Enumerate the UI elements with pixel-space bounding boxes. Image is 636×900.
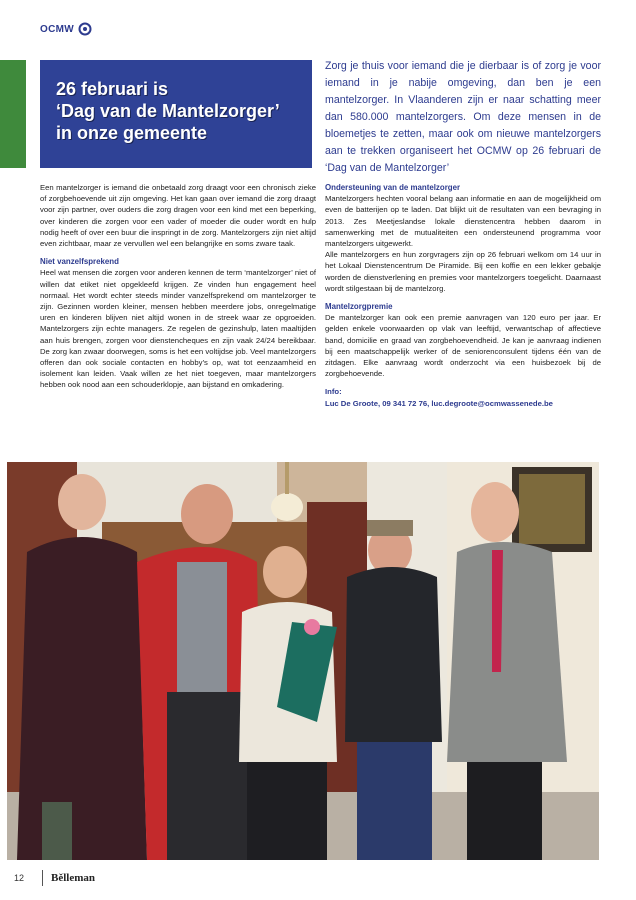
title-box	[40, 60, 312, 168]
ocmw-label: OCMW	[40, 23, 74, 35]
body-paragraph: Heel wat mensen die zorgen voor anderen kennen de term ‘mantelzorger’ niet of willen dat etiket niet opgekleefd krijgen. Ze vinden hun engagement heel normaal. Het wordt echter steeds minder vanzelfsprekend om mantelzorger te zijn. Gezinnen worden kleiner, mensen hebben meerdere jobs, onregelmatige uren en kinderen blijven niet altijd wonen in de streek waar ze opgroeiden. Mantelzorgers zijn echte managers. Ze regelen de gezinshulp, laten maaltijden aan huis brengen, zorgen voor dienstencheques en zijn vaak 24/24 bereikbaar. De zorg kan zwaar doorwegen, soms is het een voltijdse job. Veel mantelzorgers offeren dan ook sociale contacten en hobby’s op, wat tot eenzaamheid en isolement kan leiden. Vaak willen ze het niet toegeven, maar mantelzorgers hebben ook nood aan een schouderklopje, aan bijstand en omkadering.	[40, 268, 316, 390]
magazine-name: Bělleman	[51, 872, 96, 884]
ocmw-header	[40, 22, 92, 36]
info-contact: Luc De Groote, 09 341 72 76, luc.degroote@ocmwassenede.be	[325, 398, 553, 408]
body-paragraph: Een mantelzorger is iemand die onbetaald zorg draagt voor een chronisch zieke of zorgbehoevende uit zijn omgeving. Het kan gaan over iemand die zorg draagt voor zijn partner, over ouders die zorg dragen voor een kind met een beperking, over kinderen die zorgen voor een vader of moeder die ouder wordt en hulp nodig heeft of over een buur die inspringt in de zorg. Mantelzorgers zijn niet altijd even zichtbaar, maar ze vervullen wel een belangrijke en soms zware taak.	[40, 183, 316, 249]
page-number: 12	[14, 873, 25, 883]
info-label: Info:	[325, 387, 342, 397]
section-heading: Ondersteuning van de mantelzorger	[325, 183, 461, 192]
body-paragraph: Mantelzorgers hechten vooral belang aan informatie en aan de mogelijkheid om even de batterijen op te laden. Dat blijkt uit de resultaten van een bevraging in 2013. Zes Meetjeslandse lokale dienstencentra hebben daarom in samenwerking met de mutualiteiten een ondersteunend programma voor mantelzorgers uitgewerkt.	[325, 194, 601, 249]
right-column	[325, 182, 601, 409]
body-paragraph: Alle mantelzorgers en hun zorgvragers zijn op 26 februari welkom om 14 uur in het Lokaal Dienstencentrum De Piramide. Bij een koffie en een lekker gebakje worden de dienstverlening en premies voor mantelzorgers toegelicht. Daarnaast wordt stilgestaan bij de mantelzorg.	[325, 250, 601, 293]
intro-paragraph: Zorg je thuis voor iemand die je dierbaar is of zorg je voor iemand in je nabije omgeving, dan ben je een mantelzorger. In Vlaanderen zijn er naar schatting meer dan 580.000 mantelzorgers. Om deze mensen in de bloemetjes te zetten, maar ook om nieuwe mantelzorgers aan te trekken organiseert het OCMW op 26 februari de ‘Dag van de Mantelzorger’	[325, 60, 601, 174]
footer-divider	[42, 870, 43, 886]
section-heading: Mantelzorgpremie	[325, 302, 393, 312]
title-line-3: in onze gemeente	[56, 123, 208, 143]
group-photo	[7, 462, 599, 860]
section-heading: Niet vanzelfsprekend	[40, 257, 119, 267]
ocmw-swirl-icon	[78, 22, 92, 36]
title-line-1: 26 februari is	[56, 79, 169, 99]
title-line-2: ‘Dag van de Mantelzorger’	[56, 101, 280, 121]
body-paragraph: De mantelzorger kan ook een premie aanvragen van 120 euro per jaar. Er gelden enkele voorwaarden op vlak van leeftijd, verwantschap of affectieve band, domicilie en graad van zorgbehoevendheid. Je kan je aanvraag indienen bij een maatschappelijk werker of de seniorenconsulent tijdens één van de zitdagen. Elke aanvraag wordt onderzocht via een huisbezoek bij de zorgbehoevende.	[325, 313, 601, 379]
footer	[14, 870, 95, 886]
green-accent-tab	[0, 60, 26, 168]
left-column	[40, 182, 316, 398]
